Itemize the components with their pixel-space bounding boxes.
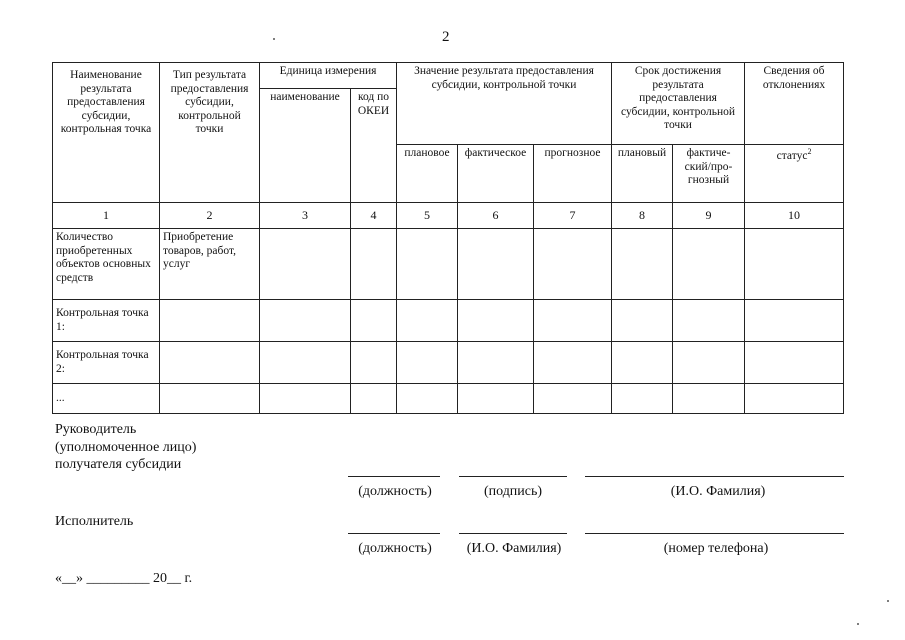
row-name: ... (53, 384, 160, 414)
header-value-fact: фактическое (458, 145, 534, 203)
date-line: «__» _________ 20__ г. (55, 571, 193, 586)
head-position-caption: (должность) (358, 484, 432, 499)
header-deadline: Срок достижения результата предоставления субсидии, контрольной точки (612, 63, 745, 145)
head-signature-caption: (подпись) (483, 484, 543, 499)
row-type (160, 384, 260, 414)
header-unit-code: код по ОКЕИ (351, 89, 397, 203)
column-number: 1 (53, 203, 160, 229)
column-number: 8 (612, 203, 673, 229)
header-name: Наименование результата предоставления субсидии, контрольная точка (53, 63, 160, 203)
column-number: 4 (351, 203, 397, 229)
status-label: статус (776, 149, 808, 162)
table-row (53, 342, 844, 384)
column-number: 2 (160, 203, 260, 229)
header-value-forecast: прогнозное (534, 145, 612, 203)
table-row (53, 300, 844, 342)
head-title-line2: (уполномоченное лицо) (55, 440, 197, 455)
scan-speck (273, 38, 275, 40)
row-type: Приобретение товаров, работ, услуг (160, 229, 260, 300)
executor-name-line (459, 533, 567, 534)
report-table (52, 62, 844, 414)
head-name-line (585, 476, 844, 477)
executor-position-caption: (должность) (358, 541, 432, 556)
executor-phone-caption: (номер телефона) (663, 541, 769, 556)
header-deadline-fact: фактиче-ский/про-гнозный (673, 145, 745, 203)
page-number: 2 (442, 29, 450, 45)
executor-name-caption: (И.О. Фамилия) (466, 541, 562, 556)
executor-position-line (348, 533, 440, 534)
head-title-line3: получателя субсидии (55, 457, 182, 472)
header-value: Значение результата предоставления субсидии, контрольной точки (397, 63, 612, 145)
head-position-line (348, 476, 440, 477)
column-number: 7 (534, 203, 612, 229)
executor-label: Исполнитель (55, 514, 134, 529)
row-name: Количество приобретенных объектов основных средств (53, 229, 160, 300)
header-unit: Единица измерения (260, 63, 397, 89)
header-deviation: Сведения об отклонениях (745, 63, 844, 145)
column-number: 3 (260, 203, 351, 229)
column-number: 6 (458, 203, 534, 229)
head-title-line1: Руководитель (55, 422, 137, 437)
row-type (160, 300, 260, 342)
column-number: 5 (397, 203, 458, 229)
table-row (53, 229, 844, 300)
head-signature-line (459, 476, 567, 477)
status-footnote: 2 (807, 147, 812, 156)
table-row (53, 384, 844, 414)
head-name-caption: (И.О. Фамилия) (670, 484, 766, 499)
header-type: Тип результата предоставления субсидии, контрольной точки (160, 63, 260, 203)
column-numbers-row (53, 203, 844, 229)
column-number: 10 (745, 203, 844, 229)
column-number: 9 (673, 203, 745, 229)
scan-speck (887, 600, 889, 602)
executor-phone-line (585, 533, 844, 534)
row-type (160, 342, 260, 384)
header-value-plan: плановое (397, 145, 458, 203)
header-unit-name: наименование (260, 89, 351, 203)
row-name: Контрольная точка 2: (53, 342, 160, 384)
scan-speck (857, 623, 859, 625)
header-status (745, 145, 844, 203)
header-deadline-plan: плановый (612, 145, 673, 203)
row-name: Контрольная точка 1: (53, 300, 160, 342)
